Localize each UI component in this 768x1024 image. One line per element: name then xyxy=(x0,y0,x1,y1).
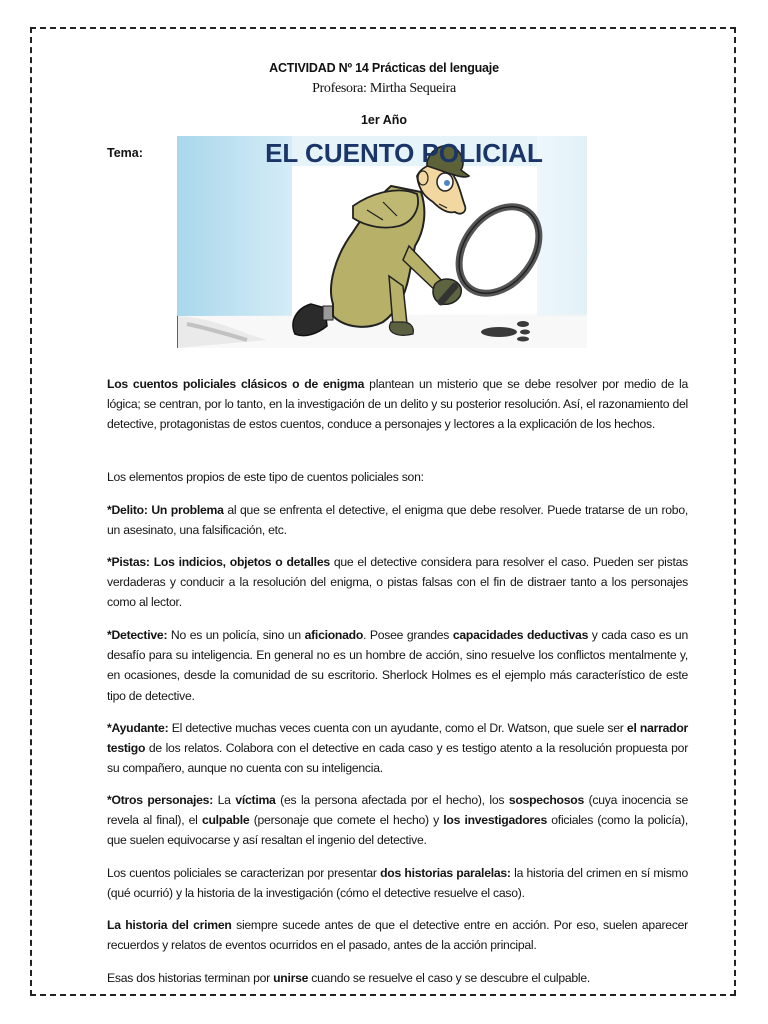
text-segment: la historia del crimen en sí mismo (qué ocurrió) y la historia de la investigación (cómo el detective resuelve el caso). xyxy=(107,866,688,901)
tema-label: Tema: xyxy=(107,146,143,160)
bold-text-segment: *Detective: xyxy=(107,628,168,642)
text-segment: Esas dos historias terminan por xyxy=(107,971,274,985)
paragraph-elements-intro xyxy=(107,467,688,487)
text-segment: El detective muchas veces cuenta con un ayudante, como el Dr. Watson, que suele ser xyxy=(168,721,627,735)
paragraph-intro xyxy=(107,374,688,435)
text-segment: que el detective considera para resolver el caso. Pueden ser pistas verdaderas y conducir a la resolución del enigma, o pistas falsas con el fin de distraer tanto a los personajes como al lector. xyxy=(107,555,688,610)
bold-text-segment: los investigadores xyxy=(443,813,547,828)
activity-title: ACTIVIDAD Nº 14 Prácticas del lenguaje xyxy=(269,61,499,75)
paragraph-union xyxy=(107,968,688,988)
text-segment: de los relatos. Colabora con el detective en cada caso y es testigo atento a la resolución propuesta por su compañero, aunque no cuenta con su inteligencia. xyxy=(107,741,688,776)
bold-text-segment: culpable xyxy=(201,813,250,828)
paragraph-dos-historias xyxy=(107,863,688,903)
bold-text-segment: *Delito: Un problema xyxy=(107,503,224,517)
bold-text-segment: unirse xyxy=(273,971,309,985)
text-segment: La xyxy=(213,793,236,807)
bold-text-segment: aficionado xyxy=(304,628,364,642)
bold-text-segment: *Ayudante: xyxy=(107,721,169,735)
bold-text-segment: dos historias paralelas: xyxy=(380,866,511,880)
text-segment: Los cuentos policiales se caracterizan por presentar xyxy=(107,866,381,880)
text-segment: Los elementos propios de este tipo de cuentos policiales son: xyxy=(107,470,424,484)
text-segment: . Posee grandes xyxy=(363,628,453,642)
illustration-title: EL CUENTO POLICIAL xyxy=(265,138,543,168)
bold-text-segment: La historia del crimen xyxy=(107,918,232,932)
bold-text-segment: sospechosos xyxy=(508,793,585,807)
bold-text-segment: *Pistas: Los indicios, objetos o detalles xyxy=(107,555,330,569)
bold-text-segment: víctima xyxy=(235,793,276,807)
teacher-name: Profesora: Mirtha Sequeira xyxy=(312,81,456,96)
paragraph-pistas xyxy=(107,552,688,613)
text-segment: al que se enfrenta el detective, el enigma que debe resolver. Puede tratarse de un robo, un asesinato, una falsificación, etc. xyxy=(107,503,688,538)
bold-text-segment: capacidades deductivas xyxy=(452,628,589,642)
text-segment: (personaje que comete el hecho) y xyxy=(249,813,444,828)
paragraph-otros-personajes xyxy=(107,790,688,851)
text-segment: No es un policía, sino un xyxy=(167,628,305,642)
paragraph-ayudante xyxy=(107,718,688,779)
detective-illustration xyxy=(177,136,587,348)
text-segment: cuando se resuelve el caso y se descubre el culpable. xyxy=(308,971,591,985)
text-segment: y cada caso es un desafío para su inteligencia. En general no es un hombre de acción, sino resuelve los conflictos mentalmente y, en ocasiones, desde la comunidad de su escritorio. Sherlock Holmes es el ejemplo más característico de este tipo de detective. xyxy=(107,628,688,703)
text-segment: (cuya inocencia se revela al final), el xyxy=(107,793,689,828)
school-year: 1er Año xyxy=(360,113,408,127)
paragraph-detective xyxy=(107,625,688,706)
text-segment: oficiales (como la policía), que suelen equivocarse y así resaltan el ingenio del detective. xyxy=(107,813,688,848)
bold-text-segment: el narrador testigo xyxy=(107,721,689,756)
text-segment: siempre sucede antes de que el detective entre en acción. Por eso, suelen aparecer recuerdos y relatos de eventos ocurridos en el pasado, antes de la acción principal. xyxy=(107,918,688,953)
paragraph-historia-crimen xyxy=(107,915,688,955)
bold-text-segment: *Otros personajes: xyxy=(107,793,214,807)
text-segment: plantean un misterio que se debe resolver por medio de la lógica; se centran, por lo tanto, en la investigación de un delito y su posterior resolución. Así, el razonamiento del detective, protagonistas de estos cuentos, conduce a personajes y lectores a la explicación de los hechos. xyxy=(107,377,688,432)
text-segment: (es la persona afectada por el hecho), los xyxy=(275,793,509,807)
paragraph-delito xyxy=(107,500,688,540)
bold-text-segment: Los cuentos policiales clásicos o de enigma xyxy=(107,377,365,391)
